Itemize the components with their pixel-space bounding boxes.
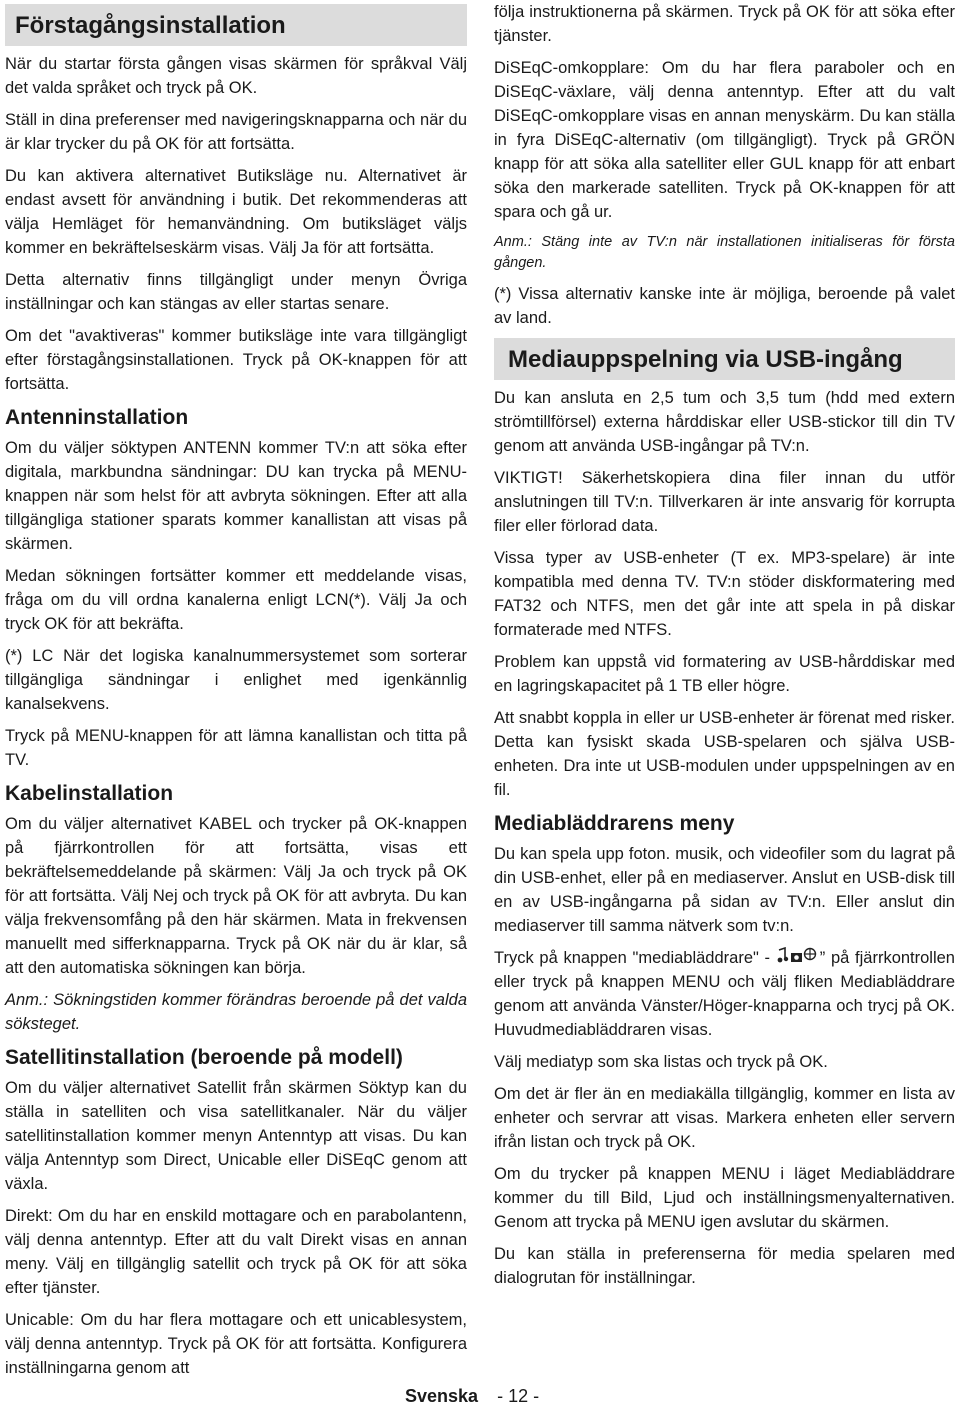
paragraph: Om det är fler än en mediakälla tillgänglig, kommer en lista av enheter och servrar att visas. Markera enheten eller servern ifrån listan och tryck på OK. [494, 1085, 955, 1151]
paragraph: Om du väljer alternativet KABEL och trycker på OK-knappen på fjärrkontrollen för att fortsätta, visas ett bekräftelsemeddelande på skärmen: Välj Ja och tryck på OK för att fortsätta. Välj Nej och tryck på OK för att avbryta. Du kan välja frekvensomfång på den här skärmen. Mata in frekvensen manuellt med sifferknapparna. Tryck på OK när du är klar, så att den automatiska sökningen kan börja. [5, 815, 467, 977]
paragraph: Vissa typer av USB-enheter (T ex. MP3-spelare) är inte kompatibla med denna TV. TV:n stöder diskformatering med FAT32 och NTFS, men det går inte att spela in på diskar formaterade med NTFS. [494, 549, 955, 639]
paragraph: Att snabbt koppla in eller ur USB-enheter är förenat med risker. Detta kan fysiskt skada USB-spelaren och själva USB-enheten. Dra inte ut USB-modulen under uppspelningen av en fil. [494, 709, 955, 799]
paragraph: Om du väljer alternativet Satellit från skärmen Söktyp kan du ställa in satelliten och visa satellitkanaler. När du väljer satellitinstallation kommer menyn Antenntyp att visas. Du kan välja Antenntyp som Direct, Unicable eller DiSEqC genom att växla. [5, 1079, 467, 1193]
paragraph: Ställ in dina preferenser med navigeringsknapparna och när du är klar trycker du på OK för att fortsätta. [5, 111, 467, 153]
heading-antenna-install: Antenninstallation [5, 406, 189, 429]
paragraph: Tryck på MENU-knappen för att lämna kanallistan och titta på TV. [5, 727, 467, 769]
paragraph: Om du trycker på knappen MENU i läget Mediabläddrare kommer du till Bild, Ljud och inställningsmenyalternativen. Genom att trycka på MENU igen avslutar du skärmen. [494, 1165, 955, 1231]
page-footer [405, 1386, 539, 1407]
text-fragment: ” på fjärrkontrollen eller tryck på knappen MENU och välj fliken Mediabläddrare genom att använda Vänster/Höger-knapparna och trycj på OK. Huvudmediabläddraren visas. [494, 949, 955, 1039]
right-column [494, 0, 955, 1298]
paragraph: Du kan ansluta en 2,5 tum och 3,5 tum (hdd med extern strömtillförsel) externa hårddiskar eller USB-stickor till din TV genom att använda USB-ingångar på TV:n. [494, 389, 955, 455]
paragraph: Om det "avaktiveras" kommer butiksläge inte vara tillgängligt efter förstagångsinstallationen. Tryck på OK-knappen för att fortsätta. [5, 327, 467, 393]
note: Anm.: Stäng inte av TV:n när installationen initialiseras för första gången. [494, 234, 955, 271]
paragraph: Om du väljer söktypen ANTENN kommer TV:n att söka efter digitala, markbundna sändningar: DU kan trycka på MENU-knappen när som helst för att avbryta sökningen. Efter att alla tillgängliga stationer sparats kommer kanallistan att visas på skärmen. [5, 439, 467, 553]
paragraph: Medan sökningen fortsätter kommer ett meddelande visas, fråga om du vill ordna kanalerna enligt LCN(*). Välj Ja och tryck OK för att bekräfta. [5, 567, 467, 633]
paragraph: Problem kan uppstå vid formatering av USB-hårddiskar med en lagringskapacitet på 1 TB eller högre. [494, 653, 955, 695]
paragraph: Direkt: Om du har en enskild mottagare och en parabolantenn, välj denna antenntyp. Efter att du valt Direkt visas en annan meny. Välj en tillgänglig satellit och tryck på OK för att söka efter tjänster. [5, 1207, 467, 1297]
paragraph: Detta alternativ finns tillgängligt under menyn Övriga inställningar och kan stängas av eller startas senare. [5, 271, 467, 313]
heading-cable-install: Kabelinstallation [5, 782, 174, 805]
heading-media-browser-menu: Mediabläddrarens meny [494, 812, 735, 835]
footnote: (*) Vissa alternativ kanske inte är möjliga, beroende på valet av land. [494, 285, 955, 327]
media-browser-icon [776, 947, 820, 965]
paragraph: Unicable: Om du har flera mottagare och ett unicablesystem, välj denna antenntyp. Tryck på OK för att fortsätta. Konfigurera inställningarna genom att [5, 1311, 467, 1377]
paragraph: Du kan spela upp foton. musik, och videofiler som du lagrat på din USB-enhet, eller på en mediaserver. Anslut en USB-disk till en av USB-ingångarna på sidan av TV:n. Eller anslut din mediaserver till samma nätverk som tv:n. [494, 845, 955, 935]
paragraph [494, 946, 955, 1042]
page-number: - 12 - [497, 1386, 540, 1406]
heading-satellite-install: Satellitinstallation (beroende på modell) [5, 1046, 403, 1069]
paragraph: Du kan ställa in preferenserna för media spelaren med dialogrutan för inställningar. [494, 1245, 955, 1287]
paragraph: DiSEqC-omkopplare: Om du har flera paraboler och en DiSEqC-växlare, välj denna antenntyp. Efter att du valt DiSEqC-omkopplare visas en annan menyskärm. Du kan ställa in fyra DiSEqC-alternativ (om tillgängligt). Tryck på GRÖN knapp för att söka alla satelliter eller GUL knapp för att enbart söka den markerade satelliten. Tryck på OK-knappen för att spara och gå ur. [494, 59, 955, 221]
section-title-usb-playback: Mediauppspelning via USB-ingång [494, 338, 955, 380]
paragraph: VIKTIGT! Säkerhetskopiera dina filer innan du utför anslutningen till TV:n. Tillverkaren är inte ansvarig för korrupta filer eller förlorad data. [494, 469, 955, 535]
paragraph: Välj mediatyp som ska listas och tryck på OK. [494, 1053, 828, 1071]
text-fragment: Tryck på knappen "mediabläddrare" - [494, 949, 776, 967]
paragraph: följa instruktionerna på skärmen. Tryck på OK för att söka efter tjänster. [494, 3, 955, 45]
footer-language: Svenska [405, 1386, 479, 1406]
paragraph: Du kan aktivera alternativet Butiksläge nu. Alternativet är endast avsett för användning i butik. Det rekommenderas att välja Hemläget för hemanvändning. Om butiksläget väljs kommer en bekräftelseskärm visas. Välj Ja för att fortsätta. [5, 167, 467, 257]
paragraph: (*) LC När det logiska kanalnummersystemet som sorterar tillgängliga sändningar i enlighet med igenkännlig kanalsekvens. [5, 647, 467, 713]
section-title-first-install: Förstagångsinstallation [5, 4, 467, 46]
note: Anm.: Sökningstiden kommer förändras beroende på det valda söksteget. [5, 991, 467, 1033]
left-column [5, 0, 467, 1388]
paragraph: När du startar första gången visas skärmen för språkval Välj det valda språket och tryck på OK. [5, 55, 467, 97]
